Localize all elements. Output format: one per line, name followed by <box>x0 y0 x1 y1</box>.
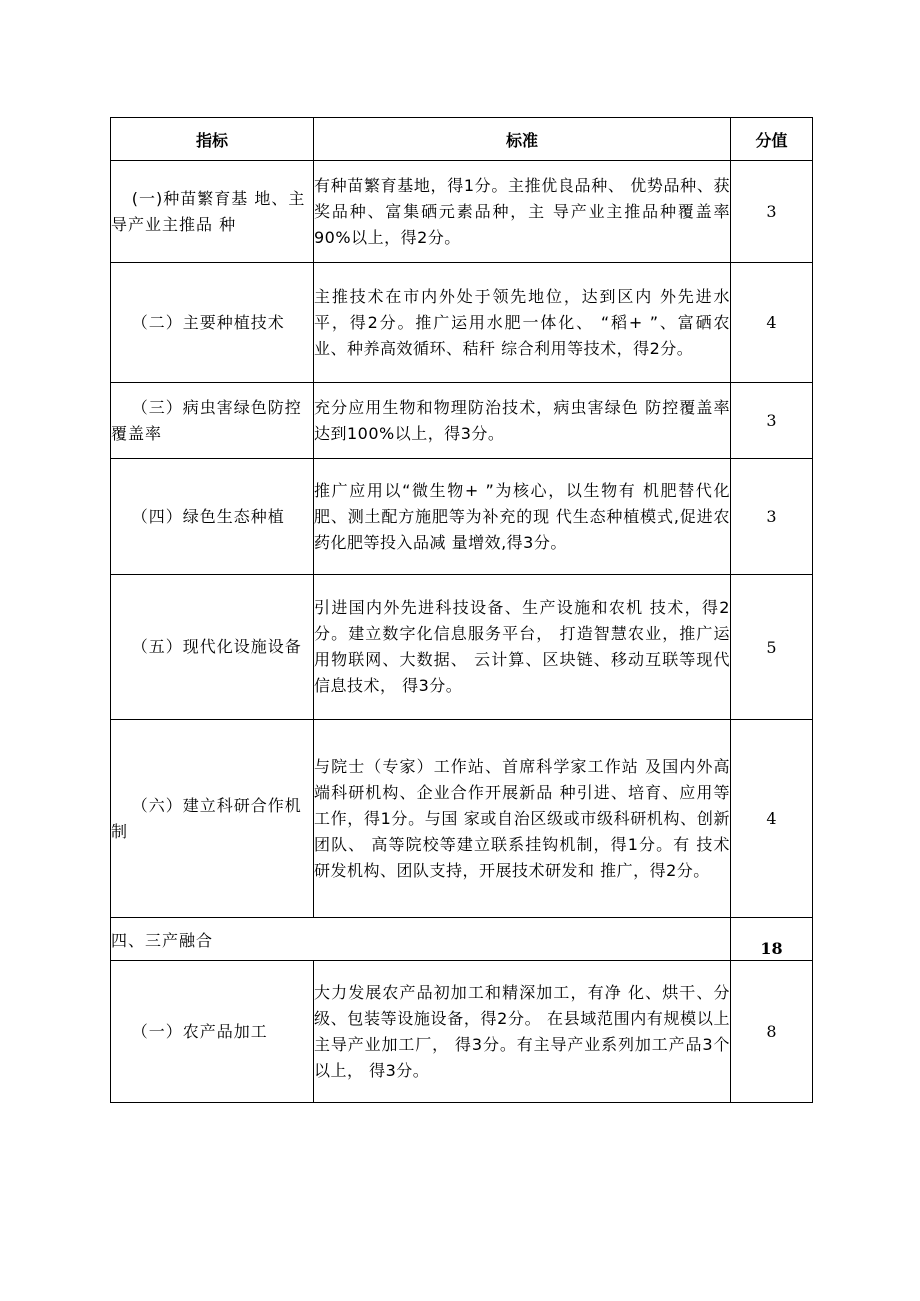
score-cell: 3 <box>731 459 813 575</box>
section-label: 四、三产融合 <box>111 918 731 961</box>
header-standard: 标准 <box>314 118 731 161</box>
table-row <box>111 263 813 383</box>
indicator-cell: （六）建立科研合作机制 <box>111 720 314 918</box>
standard-cell: 主推技术在市内外处于领先地位，达到区内 外先进水平，得2分。推广运用水肥一体化、 “稻+ ”、富硒农业、种养高效循环、秸秆 综合利用等技术，得2分。 <box>314 263 731 383</box>
table-row <box>111 575 813 720</box>
score-cell: 8 <box>731 961 813 1103</box>
score-cell: 5 <box>731 575 813 720</box>
indicator-cell: （五）现代化设施设备 <box>111 575 314 720</box>
criteria-table <box>110 117 813 1103</box>
score-cell: 3 <box>731 383 813 459</box>
table-row <box>111 383 813 459</box>
header-indicator: 指标 <box>111 118 314 161</box>
indicator-cell: （二）主要种植技术 <box>111 263 314 383</box>
standard-cell: 充分应用生物和物理防治技术，病虫害绿色 防控覆盖率达到100%以上，得3分。 <box>314 383 731 459</box>
table-row <box>111 459 813 575</box>
score-cell: 4 <box>731 263 813 383</box>
indicator-cell: （三）病虫害绿色防控覆盖率 <box>111 383 314 459</box>
indicator-cell: （四）绿色生态种植 <box>111 459 314 575</box>
standard-cell: 引进国内外先进科技设备、生产设施和农机 技术，得2分。建立数字化信息服务平台， 打造智慧农业，推广运用物联网、大数据、 云计算、区块链、移动互联等现代信息技术， 得3分。 <box>314 575 731 720</box>
standard-cell: 推广应用以“微生物+ ”为核心，以生物有 机肥替代化肥、测土配方施肥等为补充的现 代生态种植模式,促进农药化肥等投入品减 量增效,得3分。 <box>314 459 731 575</box>
section-row <box>111 918 813 961</box>
standard-cell: 与院士（专家）工作站、首席科学家工作站 及国内外高端科研机构、企业合作开展新品 种引进、培育、应用等工作，得1分。与国 家或自治区级或市级科研机构、创新团队、 高等院校等建立联系挂钩机制，得1分。有 技术研发机构、团队支持，开展技术研发和 推广，得2分。 <box>314 720 731 918</box>
table-row <box>111 161 813 263</box>
table-header-row <box>111 118 813 161</box>
table-row <box>111 720 813 918</box>
table-row <box>111 961 813 1103</box>
indicator-cell: (一)种苗繁育基 地、主导产业主推品 种 <box>111 161 314 263</box>
score-cell: 4 <box>731 720 813 918</box>
header-score: 分值 <box>731 118 813 161</box>
score-cell: 3 <box>731 161 813 263</box>
section-score: 18 <box>731 918 813 961</box>
standard-cell: 大力发展农产品初加工和精深加工，有净 化、烘干、分级、包装等设施设备，得2分。 在县域范围内有规模以上主导产业加工厂， 得3分。有主导产业系列加工产品3个以上， 得3分。 <box>314 961 731 1103</box>
standard-cell: 有种苗繁育基地，得1分。主推优良品种、 优势品种、获奖品种、富集硒元素品种，主 导产业主推品种覆盖率90%以上，得2分。 <box>314 161 731 263</box>
indicator-cell: （一）农产品加工 <box>111 961 314 1103</box>
